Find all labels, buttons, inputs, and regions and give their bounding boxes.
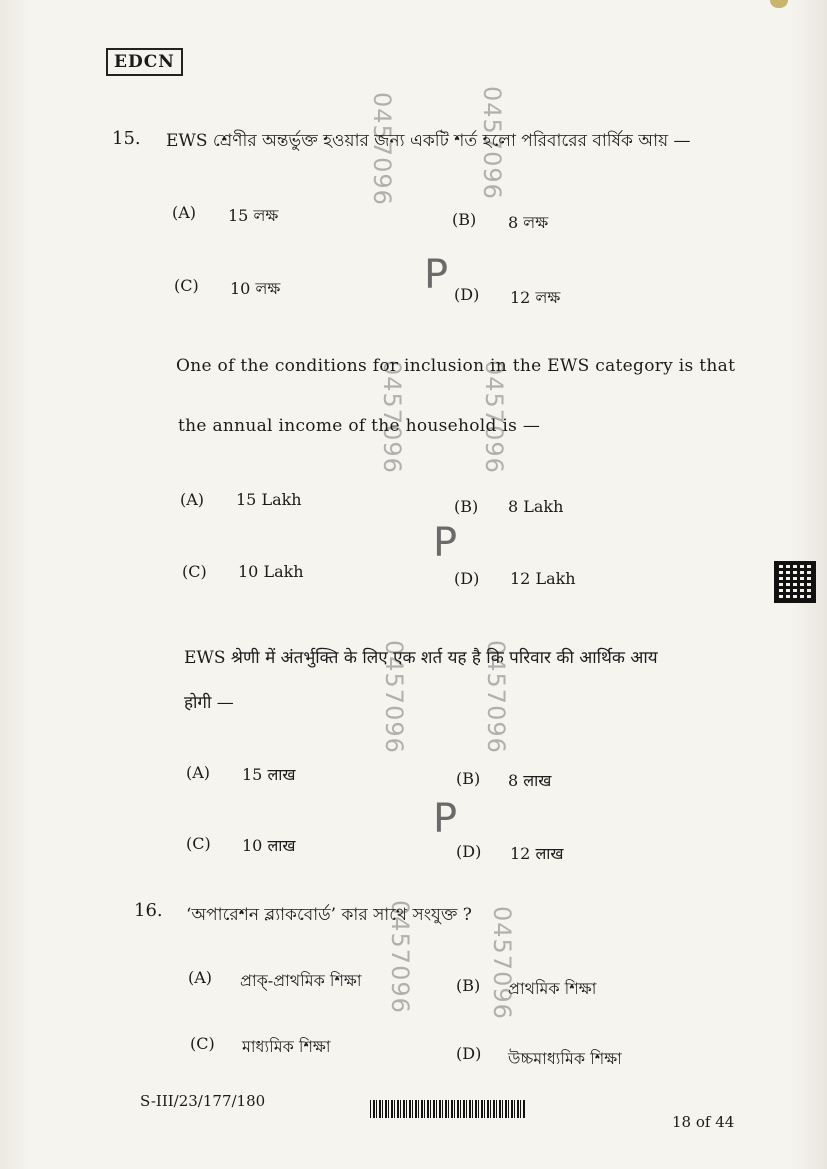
q15-en-option-value: 10 Lakh xyxy=(238,562,304,581)
q16-option-value: প্রাথমিক শিক্ষা xyxy=(508,979,597,998)
footer-paper-code: S-III/23/177/180 xyxy=(140,1092,266,1110)
q16-option-label: (C) xyxy=(190,1034,215,1053)
q15-en-option-label: (C) xyxy=(182,562,207,581)
q15-bn-option-label: (A) xyxy=(172,203,197,222)
watermark-letter: P xyxy=(433,796,458,842)
q15-en-option-label: (A) xyxy=(180,490,205,509)
q15-en-option-value: 8 Lakh xyxy=(508,497,564,516)
q15-en-option-value: 15 Lakh xyxy=(236,490,302,509)
watermark-letter: P xyxy=(424,252,449,298)
q15-bn-option-value: 15 লক্ষ xyxy=(228,206,279,225)
q15-bn-option-value: 12 লক্ষ xyxy=(510,288,561,307)
q15-english-line-1: One of the conditions for inclusion in the EWS category is that xyxy=(176,356,736,376)
question-number-15: 15. xyxy=(112,128,141,149)
q15-bn-option-value: 8 লক্ষ xyxy=(508,213,549,232)
watermark-roll: 0457096 xyxy=(482,640,510,754)
page-number: 18 of 44 xyxy=(672,1113,735,1131)
watermark-letter: P xyxy=(433,520,458,566)
q15-hindi-line-2: होगी — xyxy=(184,693,234,713)
q15-bn-option-value: 10 লক্ষ xyxy=(230,279,281,298)
q15-bengali-text: EWS শ্রেণীর অন্তর্ভুক্ত হওয়ার জন্য একটি শর্ত হলো পরিবারের বার্ষিক আয় — xyxy=(166,131,691,151)
q16-text: ‘অপারেশন ব্ল্যাকবোর্ড’ কার সাথে সংযুক্ত ? xyxy=(186,905,472,925)
q15-hi-option-value: 15 लाख xyxy=(242,765,296,784)
watermark-roll: 0457096 xyxy=(488,906,516,1020)
q16-option-label: (A) xyxy=(188,968,213,987)
watermark-roll: 0457096 xyxy=(380,640,408,754)
q15-hi-option-value: 12 लाख xyxy=(510,844,564,863)
q15-hi-option-label: (B) xyxy=(456,769,481,788)
q15-bn-option-label: (D) xyxy=(454,285,480,304)
q15-english-line-2: the annual income of the household is — xyxy=(178,416,541,436)
q15-hi-option-label: (A) xyxy=(186,763,211,782)
q15-hi-option-label: (C) xyxy=(186,834,211,853)
watermark-roll: 0457096 xyxy=(386,900,414,1014)
paper-code-box: EDCN xyxy=(106,48,183,76)
q15-hi-option-value: 10 लाख xyxy=(242,836,296,855)
watermark-roll: 0457096 xyxy=(368,92,396,206)
q15-bn-option-label: (C) xyxy=(174,276,199,295)
question-number-16: 16. xyxy=(134,900,163,921)
q16-option-label: (B) xyxy=(456,976,481,995)
watermark-roll: 0457096 xyxy=(480,360,508,474)
q15-bn-option-label: (B) xyxy=(452,210,477,229)
q16-option-value: মাধ্যমিক শিক্ষা xyxy=(242,1037,331,1056)
q15-en-option-label: (B) xyxy=(454,497,479,516)
q15-en-option-value: 12 Lakh xyxy=(510,569,576,588)
watermark-roll: 0457096 xyxy=(378,360,406,474)
q15-en-option-label: (D) xyxy=(454,569,480,588)
qr-code xyxy=(776,563,814,601)
watermark-roll: 0457096 xyxy=(478,86,506,200)
q16-option-value: উচ্চমাধ্যমিক শিক্ষা xyxy=(508,1049,622,1068)
q15-hi-option-value: 8 लाख xyxy=(508,771,552,790)
q15-hi-option-label: (D) xyxy=(456,842,482,861)
q16-option-value: প্রাক্-প্রাথমিক শিক্ষা xyxy=(240,971,362,990)
barcode xyxy=(370,1100,525,1118)
q15-hindi-line-1: EWS श्रेणी में अंतर्भुक्ति के लिए एक शर्त यह है कि परिवार की आर्थिक आय xyxy=(184,648,658,668)
q16-option-label: (D) xyxy=(456,1044,482,1063)
